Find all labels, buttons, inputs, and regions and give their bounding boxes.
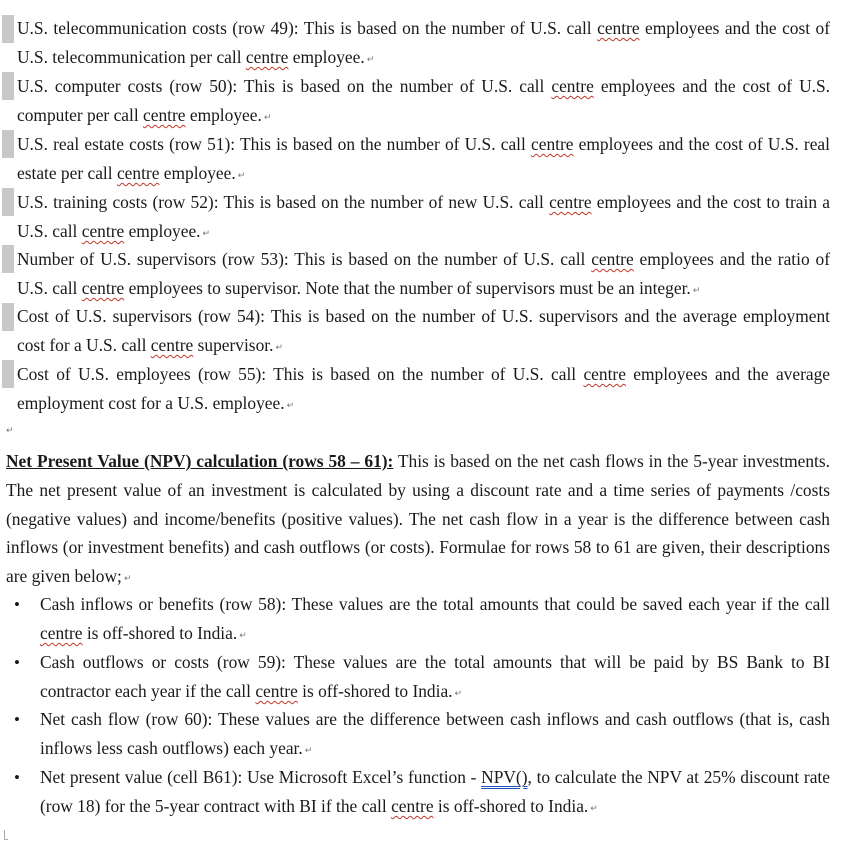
spellcheck-word: centre	[597, 18, 640, 38]
spellcheck-word: centre	[116, 162, 160, 183]
shading-marker	[2, 303, 14, 331]
spellcheck-word: centre	[81, 220, 125, 241]
spellcheck-word: centre	[150, 334, 194, 355]
text-run: is off-shored to India.	[297, 680, 453, 701]
shaded-paragraph-training	[17, 188, 830, 249]
text-run: employees to supervisor. Note that the number of supervisors must be an integer.	[124, 277, 691, 298]
spellcheck-word: centre	[583, 364, 626, 384]
shading-marker	[2, 360, 14, 388]
spellcheck-word: centre	[255, 680, 298, 701]
bullet-item-net-cash-flow	[40, 705, 830, 766]
text-run: employees and the ratio of U.S. call	[17, 249, 830, 298]
text-run: employees and the cost of U.S. computer per call	[17, 76, 830, 125]
bullet-icon: •	[14, 768, 20, 787]
text-run: is off-shored to India.	[433, 795, 589, 816]
shading-marker	[2, 130, 14, 158]
paragraph-mark-icon: ↵	[237, 170, 246, 181]
shading-marker	[2, 15, 14, 43]
spellcheck-word: centre	[391, 795, 434, 816]
shading-marker	[2, 188, 14, 216]
text-run: Net present value (cell B61): Use Microsoft Excel’s function -	[40, 767, 482, 787]
paragraph-mark-icon: ↵	[202, 228, 211, 239]
spellcheck-word: centre	[245, 46, 289, 67]
paragraph-mark-icon: ↵	[263, 112, 272, 123]
shaded-paragraph-computer	[17, 72, 830, 133]
spellcheck-word: centre	[40, 622, 83, 643]
paragraph-mark-icon: ↵	[286, 400, 295, 411]
text-run: Cash outflows or costs (row 59): These values are the total amounts that will be paid by BS Bank to BI contractor each year if the call	[40, 652, 830, 701]
text-run: employees and the cost of U.S. real estate per call	[17, 134, 830, 183]
text-run: U.S. real estate costs (row 51): This is based on the number of U.S. call	[17, 134, 532, 154]
bullet-item-net-present-value	[40, 763, 830, 824]
spellcheck-word: centre	[531, 134, 574, 154]
text-run: employees and the cost of U.S. telecommunication per call	[17, 18, 831, 67]
text-run: Cost of U.S. employees (row 55): This is based on the number of U.S. call	[17, 364, 584, 384]
bullet-item-cash-inflows	[40, 590, 830, 651]
paragraph-mark-icon: ↵	[366, 54, 375, 65]
page-corner-mark	[4, 830, 8, 840]
paragraph-mark-icon: ↵	[239, 630, 247, 641]
shading-marker	[2, 72, 14, 100]
npv-section-paragraph	[6, 447, 830, 594]
spellcheck-word: centre	[551, 76, 594, 96]
paragraph-mark-icon: ↵	[590, 803, 598, 814]
paragraph-mark-icon: ↵	[692, 285, 701, 296]
text-run: employee.	[124, 220, 201, 241]
text-run: U.S. training costs (row 52): This is based on the number of new U.S. call	[17, 192, 550, 212]
paragraph-mark-icon: ↵	[454, 688, 463, 699]
text-run: This is based on the net cash flows in the 5-year investments. The net present value of an investment is calculated by using a discount rate and a time series of payments /costs (negative values) and income/benefits (positive values). The net cash flow in a year is the difference between cash inflows (or investment benefits) and cash outflows (or costs). Formulae for rows 58 to 61 are given, their descriptions are given below;	[6, 451, 830, 587]
paragraph-mark-icon: ↵	[123, 574, 132, 585]
spellcheck-word: centre	[81, 277, 125, 298]
paragraph-mark-icon: ↵	[275, 342, 283, 353]
text-run: supervisor.	[193, 334, 274, 355]
bullet-item-cash-outflows	[40, 648, 830, 709]
text-run: Cost of U.S. supervisors (row 54): This is based on the number of U.S. supervisors and the average employment cost for a U.S. call	[17, 306, 830, 355]
text-run: U.S. telecommunication costs (row 49): This is based on the number of U.S. call	[17, 18, 598, 38]
text-run: Cash inflows or benefits (row 58): These values are the total amounts that could be saved each year if the call	[40, 594, 830, 614]
bullet-icon: •	[14, 653, 20, 672]
shaded-paragraph-real-estate	[17, 130, 830, 191]
paragraph-mark-icon: ↵	[6, 426, 14, 436]
spellcheck-word: centre	[549, 192, 592, 212]
bullet-icon: •	[14, 595, 20, 614]
npv-function-reference[interactable]: NPV()	[481, 767, 528, 787]
section-heading: Net Present Value (NPV) calculation (rows 58 – 61):	[6, 451, 394, 471]
bullet-icon: •	[14, 710, 20, 729]
text-run: U.S. computer costs (row 50): This is based on the number of U.S. call	[17, 76, 552, 96]
shaded-paragraph-supervisors-cost	[17, 302, 830, 363]
text-run: employee.	[159, 162, 236, 183]
text-run: employee.	[185, 104, 262, 125]
text-run: Net cash flow (row 60): These values are the difference between cash inflows and cash outflows (that is, cash inflows less cash outflows) each year.	[40, 709, 830, 758]
shaded-paragraph-supervisors-number	[17, 245, 830, 306]
text-run: Number of U.S. supervisors (row 53): This is based on the number of U.S. call	[17, 249, 592, 269]
text-run: employee.	[288, 46, 365, 67]
text-run: is off-shored to India.	[82, 622, 238, 643]
paragraph-mark-icon: ↵	[304, 745, 313, 756]
shaded-paragraph-telecom	[17, 14, 830, 75]
shaded-paragraph-employees-cost	[17, 360, 830, 421]
text-run: employees and the average employment cost for a U.S. employee.	[17, 364, 831, 413]
spellcheck-word: centre	[143, 104, 186, 125]
shading-marker	[2, 245, 14, 273]
text-run: , to calculate the NPV at 25% discount rate (row 18) for the 5-year contract with BI if the call	[40, 767, 830, 816]
text-run: employees and the cost to train a U.S. call	[17, 192, 830, 241]
spellcheck-word: centre	[591, 249, 634, 269]
